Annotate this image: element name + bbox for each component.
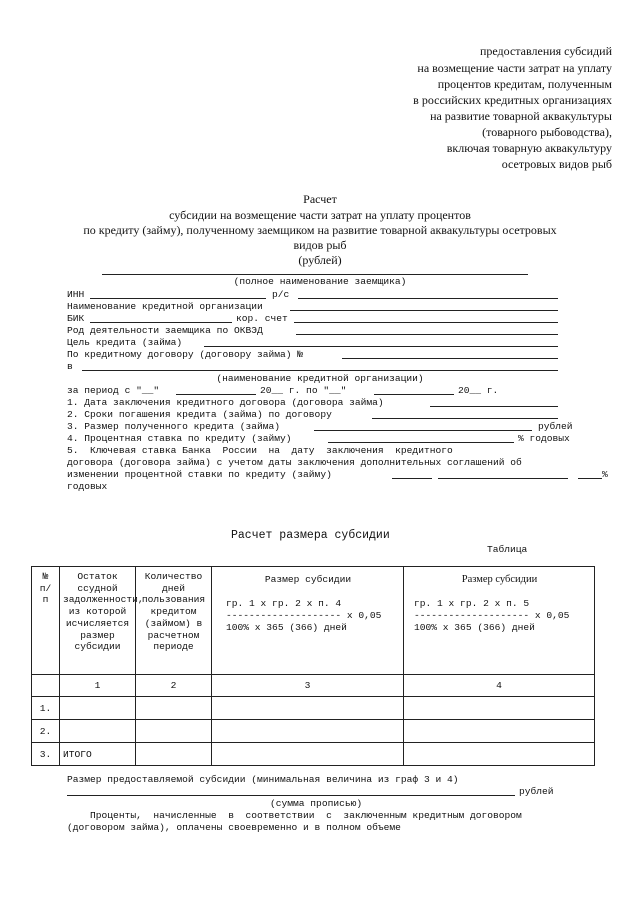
title-line: (рублей) — [298, 253, 342, 267]
bik-label: БИК — [67, 313, 85, 324]
account-field[interactable] — [298, 298, 558, 299]
bank-caption: (наименование кредитной организации) — [216, 373, 424, 384]
item3-unit: рублей — [538, 421, 573, 432]
col-number: 2 — [136, 675, 212, 697]
item5-unit: % — [602, 469, 608, 480]
row-number: 3. — [32, 743, 60, 766]
bik-field[interactable] — [90, 322, 232, 323]
subsidy-amount-field[interactable] — [67, 795, 515, 796]
key-rate-field-c[interactable] — [578, 478, 602, 479]
table-row — [32, 743, 595, 766]
item1-label: 1. Дата заключения кредитного договора (договора займа) — [67, 397, 384, 408]
formula-line: -------------------- x 0,05 — [226, 610, 382, 621]
item5-line3: изменении процентной ставки по кредиту (займу) — [67, 469, 332, 480]
formula-line: -------------------- x 0,05 — [414, 610, 570, 621]
okved-label: Род деятельности заемщика по ОКВЭД — [67, 325, 263, 336]
col-header-days: Количество дней пользования кредитом (займом) в расчетном периоде — [136, 567, 212, 675]
header-note-line: процентов кредитам, полученным — [437, 77, 612, 91]
rub-label: рублей — [519, 786, 554, 797]
table-cell[interactable] — [136, 697, 212, 720]
period-to-field[interactable] — [374, 394, 454, 395]
table-cell[interactable] — [404, 743, 595, 766]
loan-amount-field[interactable] — [314, 430, 532, 431]
title-line: видов рыб — [293, 238, 347, 252]
key-rate-field-a[interactable] — [392, 478, 432, 479]
formula-line: 100% х 365 (366) дней — [414, 622, 535, 633]
table-cell[interactable] — [212, 743, 404, 766]
item5-unit-years: годовых — [67, 481, 108, 492]
col-header-subsidy-3: Размер субсидии гр. 1 х гр. 2 х п. 4 -------------------- x 0,05 100% х 365 (366) дней — [212, 567, 404, 675]
interest-rate-field[interactable] — [328, 442, 514, 443]
period-mid-label: 20__ г. по "__" — [260, 385, 347, 396]
col-header-subsidy-4: Размер субсидии гр. 1 х гр. 2 х п. 5 -------------------- x 0,05 100% х 365 (366) дней — [404, 567, 595, 675]
interest-paid-line: Проценты, начисленные в соответствии с заключенным кредитным договором — [67, 810, 522, 821]
purpose-label: Цель кредита (займа) — [67, 337, 183, 348]
formula-line: гр. 1 х гр. 2 х п. 5 — [414, 598, 530, 609]
interest-paid-line: (договором займа), оплачены своевременно и в полном объеме — [67, 822, 401, 833]
bank-name-label: Наименование кредитной организации — [67, 301, 263, 312]
table-label: Таблица — [487, 544, 528, 555]
col-header-balance: Остаток ссудной задолженности, из которой исчисляется размер субсидии — [60, 567, 136, 675]
table-row — [32, 720, 595, 743]
item4-unit: % годовых — [518, 433, 570, 444]
table-cell[interactable] — [136, 743, 212, 766]
col-header-number: № п/п — [32, 567, 60, 675]
col-number: 1 — [60, 675, 136, 697]
header-note-line: на развитие товарной аквакультуры — [430, 109, 612, 123]
row-number: 2. — [32, 720, 60, 743]
table-cell[interactable] — [404, 697, 595, 720]
period-from-label: за период с "__" — [67, 385, 160, 396]
bank-name-field[interactable] — [290, 310, 558, 311]
item4-label: 4. Процентная ставка по кредиту (займу) — [67, 433, 292, 444]
table-row — [32, 697, 595, 720]
contract-label: По кредитному договору (договору займа) № — [67, 349, 304, 360]
borrower-caption: (полное наименование заемщика) — [233, 276, 407, 287]
inn-label: ИНН — [67, 289, 85, 300]
subsidy-table — [31, 566, 595, 766]
subsidy-amount-label: Размер предоставляемой субсидии (минимальная величина из граф 3 и 4) — [67, 774, 459, 785]
okved-field[interactable] — [296, 334, 558, 335]
table-header-row — [32, 567, 595, 675]
formula-line: 100% х 365 (366) дней — [226, 622, 347, 633]
item2-label: 2. Сроки погашения кредита (займа) по договору — [67, 409, 332, 420]
header-note-line: в российских кредитных организациях — [413, 93, 612, 107]
repayment-term-field[interactable] — [372, 418, 558, 419]
table-cell[interactable] — [404, 720, 595, 743]
table-cell[interactable] — [212, 697, 404, 720]
bank-in-field[interactable] — [82, 370, 558, 371]
item5-line2: договора (договора займа) с учетом даты заключения дополнительных соглашений об — [67, 457, 522, 468]
title-line: Расчет — [303, 192, 337, 206]
calc-title: Расчет размера субсидии — [231, 529, 390, 542]
table-cell[interactable] — [136, 720, 212, 743]
header-note-line: на возмещение части затрат на уплату — [417, 61, 612, 75]
account-label: р/с — [272, 289, 290, 300]
period-from-field[interactable] — [176, 394, 256, 395]
corr-account-label: кор. счет — [236, 313, 288, 324]
header-note-line: (товарного рыбоводства), — [482, 125, 612, 139]
key-rate-field-b[interactable] — [438, 478, 568, 479]
title-line: по кредиту (займу), полученному заемщиком на развитие товарной аквакультуры осетровых — [83, 223, 557, 237]
table-cell[interactable] — [212, 720, 404, 743]
table-cell[interactable] — [60, 697, 136, 720]
purpose-field[interactable] — [204, 346, 558, 347]
total-label: ИТОГО — [60, 743, 136, 766]
row-number: 1. — [32, 697, 60, 720]
table-cell — [32, 675, 60, 697]
item3-label: 3. Размер полученного кредита (займа) — [67, 421, 281, 432]
corr-account-field[interactable] — [294, 322, 558, 323]
in-label: в — [67, 361, 73, 372]
col-number: 3 — [212, 675, 404, 697]
borrower-name-field[interactable] — [102, 274, 528, 275]
header-note-line: включая товарную аквакультуру — [446, 141, 612, 155]
period-end-label: 20__ г. — [458, 385, 499, 396]
contract-date-field[interactable] — [430, 406, 558, 407]
item5-line1: 5. Ключевая ставка Банка России на дату заключения кредитного — [67, 445, 453, 456]
formula-line: гр. 1 х гр. 2 х п. 4 — [226, 598, 342, 609]
col-number: 4 — [404, 675, 595, 697]
table-colnumber-row — [32, 675, 595, 697]
sum-caption: (сумма прописью) — [270, 798, 363, 809]
header-note-line: предоставления субсидий — [479, 44, 612, 58]
inn-field[interactable] — [90, 298, 266, 299]
table-cell[interactable] — [60, 720, 136, 743]
contract-field[interactable] — [342, 358, 558, 359]
title-line: субсидии на возмещение части затрат на уплату процентов — [169, 208, 471, 222]
header-note-line: осетровых видов рыб — [501, 157, 612, 171]
